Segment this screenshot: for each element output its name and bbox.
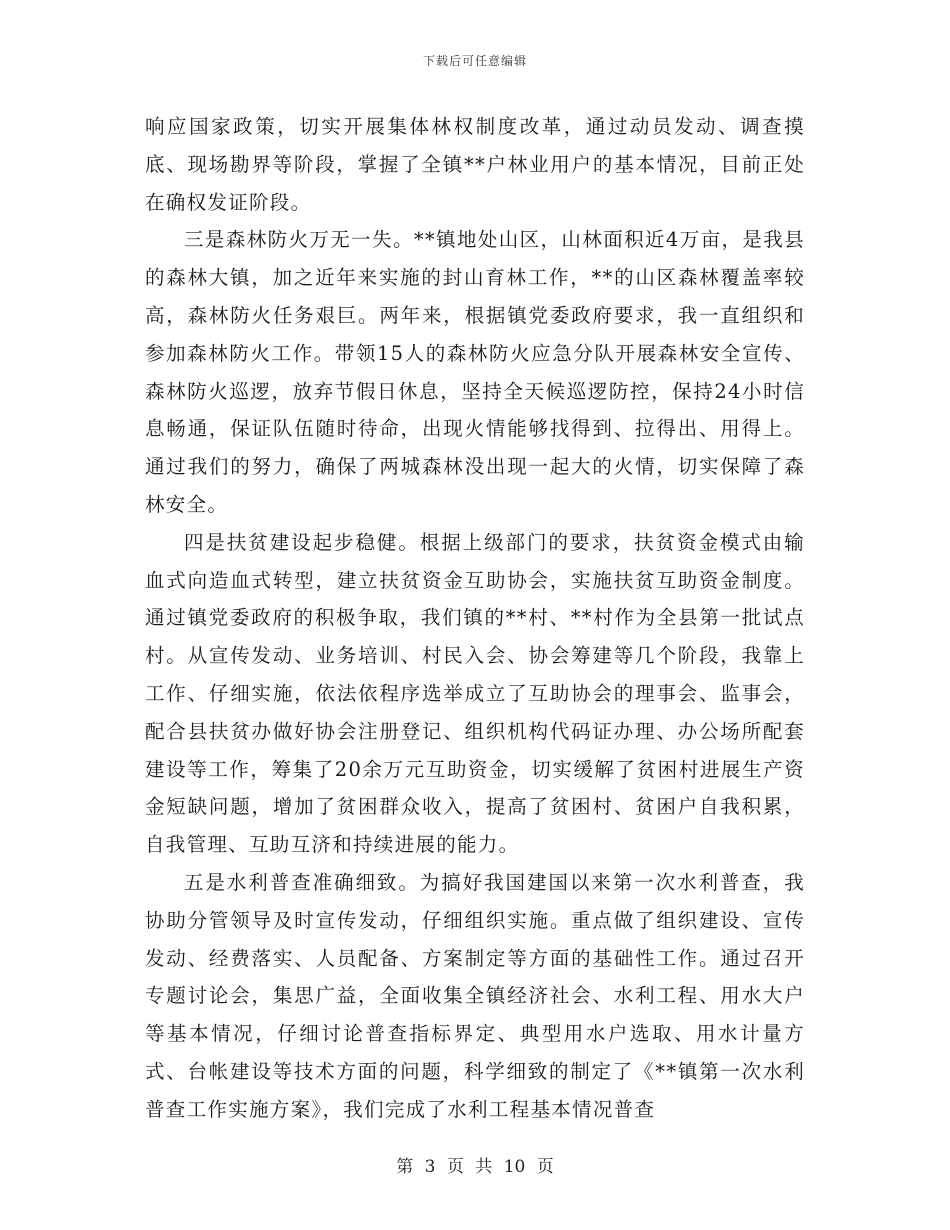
document-body: [145, 108, 805, 1129]
paragraph-poverty-relief: 四是扶贫建设起步稳健。根据上级部门的要求，扶贫资金模式由输血式向造血式转型，建立扶贫资金互助协会，实施扶贫互助资金制度。通过镇党委政府的积极争取，我们镇的**村、**村作为全县第一批试点村。从宣传发动、业务培训、村民入会、协会筹建等几个阶段，我靠上工作、仔细实施，依法依程序选举成立了互助协会的理事会、监事会，配合县扶贫办做好协会注册登记、组织机构代码证办理、办公场所配套建设等工作，筹集了20余万元互助资金，切实缓解了贫困村进展生产资金短缺问题，增加了贫困群众收入，提高了贫困村、贫困户自我积累，自我管理、互助互济和持续进展的能力。: [145, 530, 805, 857]
paragraph-continuation: 响应国家政策，切实开展集体林权制度改革，通过动员发动、调查摸底、现场勘界等阶段，掌握了全镇**户林业用户的基本情况，目前正处在确权发证阶段。: [145, 115, 805, 214]
paragraph-forest-fire: 三是森林防火万无一失。**镇地处山区，山林面积近4万亩，是我县的森林大镇，加之近年来实施的封山育林工作，**的山区森林覆盖率较高，森林防火任务艰巨。两年来，根据镇党委政府要求，我一直组织和参加森林防火工作。带领15人的森林防火应急分队开展森林安全宣传、森林防火巡逻，放弃节假日休息，坚持全天候巡逻防控，保持24小时信息畅通，保证队伍随时待命，出现火情能够找得到、拉得出、用得上。通过我们的努力，确保了两城森林没出现一起大的火情，切实保障了森林安全。: [145, 228, 805, 516]
paragraph-water-census: 五是水利普查准确细致。为搞好我国建国以来第一次水利普查，我协助分管领导及时宣传发动，仔细组织实施。重点做了组织建设、宣传发动、经费落实、人员配备、方案制定等方面的基础性工作。通过召开专题讨论会，集思广益，全面收集全镇经济社会、水利工程、用水大户等基本情况，仔细讨论普查指标界定、典型用水户选取、用水计量方式、台帐建设等技术方面的问题，科学细致的制定了《**镇第一次水利普查工作实施方案》，我们完成了水利工程基本情况普查: [145, 870, 805, 1121]
page-header: 下载后可任意编辑: [422, 54, 527, 68]
page-number: 第 3 页 共 10 页: [396, 1157, 554, 1177]
